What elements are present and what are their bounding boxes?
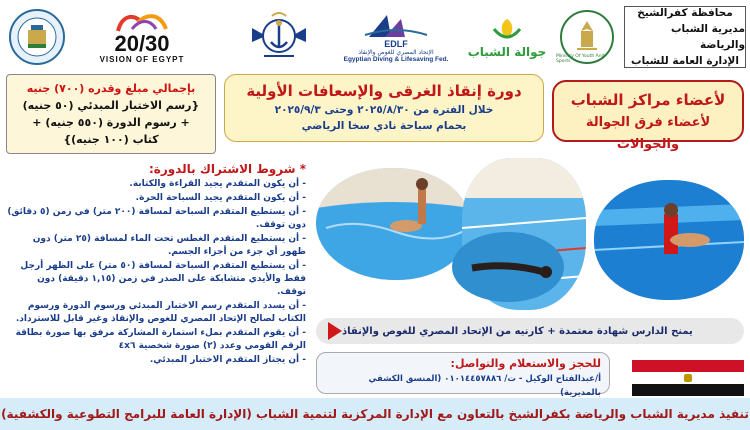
- directorate-seal-logo: [6, 6, 68, 68]
- conditions-heading: * شروط الاشتراك بالدورة:: [148, 162, 306, 176]
- contact-heading: للحجز والاستعلام والتواصل:: [450, 357, 601, 370]
- footer-banner: [0, 398, 750, 430]
- price-book-fee: كتاب (١٠٠ جنيه)}: [63, 133, 159, 146]
- list-item: - أن يكون المتقدم يجيد السباحة الحرة.: [135, 193, 306, 203]
- price-course-fee: + رسوم الدورة (٥٥٠ جنيه) +: [32, 116, 190, 129]
- list-item: - أن يكون المتقدم يجيد القراءة والكتابة.: [129, 179, 306, 189]
- list-item: - أن يسدد المتقدم رسم الاختبار المبدئي ورسوم الدورة ورسوم الكتاب لصالح الإتحاد المصري للغوص والإنقاذ وغير قابل للاسترداد.: [15, 301, 306, 324]
- pool-photo-lifeguard: [316, 168, 470, 280]
- target-members-box: [552, 80, 744, 152]
- egypt-flag-icon: [632, 360, 744, 396]
- members-line-youth-centers: لأعضاء مراكز الشباب: [570, 91, 726, 109]
- vision-number: 20/30: [114, 30, 170, 56]
- governorate-box: [624, 6, 746, 68]
- course-venue: بحمام سباحة نادي سخا الرياضي: [301, 120, 467, 132]
- course-title: دورة إنقاذ الغرقى والإسعافات الأولية: [246, 82, 522, 100]
- arrow-icon: [328, 322, 342, 340]
- certificate-bar: [316, 318, 744, 344]
- members-line-rover-teams: لأعضاء فرق الجوالة والجوالات: [585, 115, 711, 152]
- youth-rover-logo: [466, 6, 548, 68]
- list-item: - أن يستطيع المتقدم الغطس تحت الماء لمسافة (٢٥ متر) دون ظهور أي جزء من أجزاء الجسم.: [32, 234, 306, 257]
- governorate-name: محافظة كفرالشيخ: [637, 7, 733, 19]
- ministry-seal-logo: [556, 6, 618, 68]
- edlf-arabic: الإتحاد المصري للغوص والإنقاذ: [358, 49, 434, 56]
- price-exam-fee: {رسم الاختبار المبدئي (٥٠ جنيه): [22, 99, 200, 112]
- list-item: - أن يجتاز المتقدم الاختبار المبدئي.: [149, 355, 306, 365]
- list-item: - أن يقوم المتقدم بملء استمارة المشاركة مرفق بها صورة بطاقة الرقم القومي وعدد (٢) صورة شخصية ٤x٦: [15, 328, 306, 351]
- pool-photo-underwater: [452, 232, 564, 302]
- edlf-logo: [334, 6, 458, 68]
- admin-name: الإدارة العامة للشباب: [631, 55, 739, 67]
- course-period: خلال الفترة من ٢٠٢٥/٨/٣٠ وحتى ٢٠٢٥/٩/٣: [274, 104, 494, 116]
- edlf-english: Egyptian Diving & Lifesaving Fed.: [343, 56, 449, 63]
- course-title-box: [224, 74, 544, 142]
- certificate-text: يمنح الدارس شهادة معتمدة + كارنيه من الإتحاد المصري للغوص والإنقاذ: [342, 325, 693, 337]
- edlf-short: EDLF: [384, 39, 408, 49]
- vision-caption: VISION OF EGYPT: [99, 54, 185, 64]
- directorate-name: مديرية الشباب والرياضة: [670, 23, 745, 51]
- conditions-list: [6, 178, 306, 367]
- contact-box: [316, 352, 610, 398]
- list-item: - أن يستطيع المتقدم السباحة لمسافة (٢٠٠ متر) في زمن (٥ دقائق) دون توقف.: [7, 207, 306, 230]
- conditions-section: [6, 160, 306, 388]
- list-item: - أن يستطيع المتقدم السباحة لمسافة (٥٠ متر) على الظهر أرجل فقط والأيدي متشابكة على الصدر في زمن (١,١٥ دقيقة) دون توقف.: [20, 261, 306, 297]
- scouts-emblem-logo: [244, 6, 314, 68]
- footer-text: تنفيذ مديرية الشباب والرياضة بكفرالشيخ بالتعاون مع الإدارة المركزية لتنمية الشباب (الإدارة العامة للبرامج التطوعية والكشفية): [1, 407, 749, 421]
- ministry-caption: Ministry Of Youth And Sports: [556, 54, 605, 64]
- price-total: بإجمالي مبلغ وقدره (٧٠٠) جنيه: [26, 82, 196, 95]
- rover-text: جوالة الشباب: [467, 45, 547, 59]
- pool-photo-rescue: [594, 180, 744, 300]
- contact-details: أ/عبدالفتاح الوكيل - ت/ ٠١٠١٤٤٥٧٨٨٦ (المنسق الكشفي بالمديرية): [368, 374, 601, 398]
- price-box: [6, 74, 216, 154]
- vision-2030-logo: [80, 6, 204, 68]
